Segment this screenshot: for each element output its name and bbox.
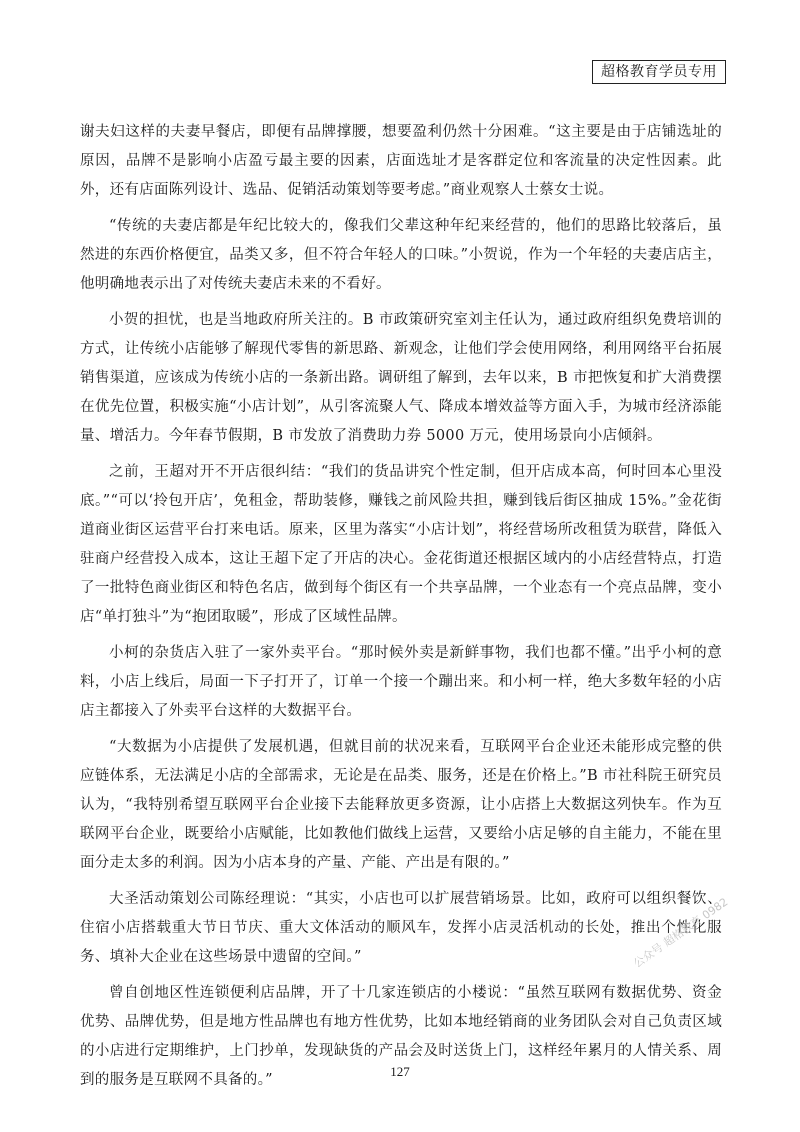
- paragraph: “传统的夫妻店都是年纪比较大的，像我们父辈这种年纪来经营的，他们的思路比较落后，虽然进的东西价格便宜，品类又多，但不符合年轻人的口味。”小贺说，作为一个年轻的夫妻店店主，他明确地表示出了对传统夫妻店未来的不看好。: [80, 218, 722, 292]
- article-body: [80, 118, 722, 1102]
- watermark: 公众号 超格教育 0982: [631, 895, 731, 971]
- paragraph: 谢夫妇这样的夫妻早餐店，即便有品牌撑腰，想要盈利仍然十分困难。“这主要是由于店铺选址的原因，品牌不是影响小店盈亏最主要的因素，店面选址才是客群定位和客流量的决定性因素。此外，还有店面陈列设计、选品、促销活动策划等要考虑。”商业观察人士蔡女士说。: [80, 124, 722, 198]
- page-number: 127: [390, 1064, 410, 1079]
- paragraph: 曾自创地区性连锁便利店品牌，开了十几家连锁店的小楼说：“虽然互联网有数据优势、资金优势、品牌优势，但是地方性品牌也有地方性优势，比如本地经销商的业务团队会对自己负责区域的小店进行定期维护，上门抄单，发现缺货的产品会及时送货上门，这样经年累月的人情关系、周到的服务是互联网不具备的。”: [80, 985, 722, 1088]
- paragraph: 之前，王超对开不开店很纠结：“我们的货品讲究个性定制，但开店成本高，何时回本心里没底。”“可以‘拎包开店’，免租金，帮助装修，赚钱之前风险共担，赚到钱后街区抽成 15%。”金花街道商业街区运营平台打来电话。原来，区里为落实“小店计划”，将经营场所改租赁为联营，降低入驻商户经营投入成本，这让王超下定了开店的决心。金花街道还根据区域内的小店经营特点，打造了一批特色商业街区和特色名店，做到每个街区有一个共享品牌，一个业态有一个亮点品牌，变小店“单打独斗”为“抱团取暖”，形成了区域性品牌。: [80, 464, 722, 625]
- header-badge: 超格教育学员专用: [592, 60, 726, 84]
- paragraph: 小柯的杂货店入驻了一家外卖平台。“那时候外卖是新鲜事物，我们也都不懂。”出乎小柯的意料，小店上线后，局面一下子打开了，订单一个接一个蹦出来。和小柯一样，绝大多数年轻的小店店主都接入了外卖平台这样的大数据平台。: [80, 645, 722, 719]
- paragraph: “大数据为小店提供了发展机遇，但就目前的状况来看，互联网平台企业还未能形成完整的供应链体系，无法满足小店的全部需求，无论是在品类、服务，还是在价格上。”B 市社科院王研究员认为，“我特别希望互联网平台企业接下去能释放更多资源，让小店搭上大数据这列快车。作为互联网平台企业，既要给小店赋能，比如教他们做线上运营，又要给小店足够的自主能力，不能在里面分走太多的利润。因为小店本身的产量、产能、产出是有限的。”: [80, 739, 722, 871]
- paragraph: 小贺的担忧，也是当地政府所关注的。B 市政策研究室刘主任认为，通过政府组织免费培训的方式，让传统小店能够了解现代零售的新思路、新观念，让他们学会使用网络，利用网络平台拓展销售渠道，应该成为传统小店的一条新出路。调研组了解到，去年以来，B 市把恢复和扩大消费摆在优先位置，积极实施“小店计划”，从引客流聚人气、降成本增效益等方面入手，为城市经济添能量、增活力。今年春节假期，B 市发放了消费助力券 5000 万元，使用场景向小店倾斜。: [80, 312, 722, 444]
- paragraph: 大圣活动策划公司陈经理说：“其实，小店也可以扩展营销场景。比如，政府可以组织餐饮、住宿小店搭载重大节日节庆、重大文体活动的顺风车，发挥小店灵活机动的长处，推出个性化服务、填补大企业在这些场景中遗留的空间。”: [80, 891, 722, 965]
